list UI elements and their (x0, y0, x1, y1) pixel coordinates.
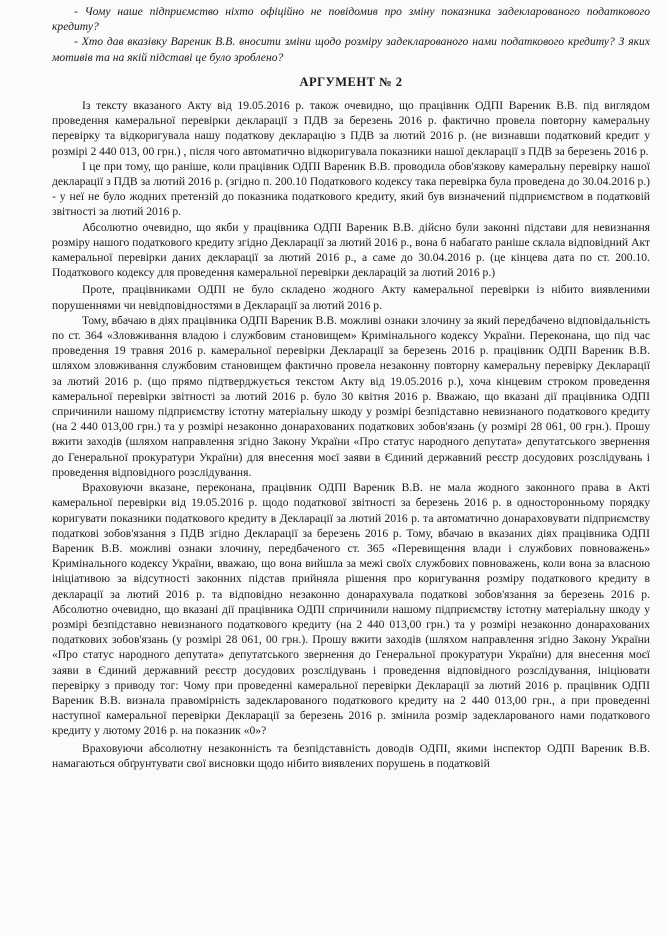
paragraph-4: Проте, працівниками ОДПІ не було складено жодного Акту камеральної перевірки із нібито виявленими порушеннями чи невідповідностями в Декларації за лютий 2016 р. (52, 283, 650, 312)
paragraph-2: І це при тому, що раніше, коли працівник ОДПІ Вареник В.В. проводила обов'язкову камеральну перевірку нашої декларації з ПДВ за лютий 2016 р. (згідно п. 200.10 Податкового кодексу така перевірка була проведена до 30.04.2016 р.) - у неї не було жодних претензій до показника податкового кредиту, який був визначений підприємством в податковій звітності за лютий 2016 р. (52, 159, 650, 219)
question-1: - Чому наше підприємство ніхто офіційно не повідомив про зміну показника задекларованого податкового кредиту? (52, 5, 650, 34)
paragraph-6: Враховуючи вказане, переконана, працівник ОДПІ Вареник В.В. не мала жодного законного права в Акті камеральної перевірки від 19.05.2016 р. щодо податкової звітності за березень 2016 р. в односторонньому порядку коригувати показники податкового кредиту в Декларації за лютий 2016 р. та автоматично донараховувати підприємству податкові зобов'язання з ПДВ згідно Декларації за березень 2016 р. Тому, вбачаю в вказаних діях працівника ОДПІ Вареник В.В. можливі ознаки злочину, передбаченого ст. 365 «Перевищення влади і службових повноважень» Кримінального кодексу України, вважаю, що вона вийшла за межі своїх службових повноважень, коли вона за власною ініціативою за відсутності законних підстав прийняла рішення про коригування розміру податкового кредиту в декларації за лютий 2016 р. та відповідно незаконно донарахувала податкові зобов'язання за березень 2016 р. Абсолютно очевидно, що вказані дії працівника ОДПІ спричинили нашому підприємству істотну матеріальну шкоду у розмірі безпідставно невизнаного податкового кредиту (на 2 440 013,00 грн.) та у розмірі незаконно донарахованих податкових зобов'язань (у розмірі 28 061, 00 грн.). Прошу вжити заходів (шляхом направлення згідно Закону України «Про статус народного депутата» депутатського звернення до Генеральної прокуратури України) для внесення моєї заяви в Єдиний державний реєстр досудових розслідувань і проведення відповідного розслідування, ініціювати перевірку з приводу тог: Чому при проведенні камеральної перевірки Декларації за лютий 2016 р. працівник ОДПІ Вареник В.В. визнала правомірність задекларованого податкового кредиту на 2 440 013,00 грн., а при проведенні наступної камеральної перевірки Декларації за березень 2016 р. змінила розмір задекларованого нами податкового кредиту у лютому 2016 р. на показник «0»? (52, 481, 650, 738)
question-2: - Хто дав вказівку Вареник В.В. вносити зміни щодо розміру задекларованого нами податкового кредиту? З яких мотивів та на якій підставі це було зроблено? (52, 35, 650, 64)
paragraph-3: Абсолютно очевидно, що якби у працівника ОДПІ Вареник В.В. дійсно були законні підстави для невизнання розміру нашого податкового кредиту згідно Декларації за лютий 2016 р., вона б набагато раніше склала відповідний Акт камеральної перевірки даних декларації за лютий 2016 р., а саме до 30.04.2016 р. (це кінцева дата по ст. 200.10. Податкового кодексу для проведення камеральної перевірки декларацій за лютий 2016 р.) (52, 220, 650, 280)
paragraph-5: Тому, вбачаю в діях працівника ОДПІ Вареник В.В. можливі ознаки злочину за який передбачено відповідальність по ст. 364 «Зловживання владою і службовим становищем» Кримінального кодексу України. Переконана, що під час проведення 19 травня 2016 р. камеральної перевірки Декларації за березень 2016 р. працівник ОДПІ Вареник В.В. шляхом зловживання службовим становищем фактично провела незаконну повторну камеральну перевірку Декларації за лютий 2016 р. (що прямо підтверджується текстом Акту від 19.05.2016 р.), хоча кінцевим строком проведення камеральної перевірки звітності за лютий 2016 р. було 30 квітня 2016 р. Вважаю, що вказані дії працівника ОДПІ спричинили нашому підприємству істотну матеріальну шкоду у розмірі безпідставно невизнаного податкового кредиту (на 2 440 013,00 грн.) та у розмірі незаконно донарахованих податкових зобов'язань (у розмірі 28 061, 00 грн.). Прошу вжити заходів (шляхом направлення згідно Закону України «Про статус народного депутата» депутатського звернення до Генеральної прокуратури України) для внесення моєї заяви в Єдиний державний реєстр досудових розслідувань і проведення відповідного розслідування. (52, 313, 650, 479)
argument-heading: АРГУМЕНТ № 2 (299, 74, 403, 89)
paragraph-7: Враховуючи абсолютну незаконність та безпідставність доводів ОДПІ, якими інспектор ОДПІ Вареник В.В. намагаються обґрунтувати свої висновки щодо нібито виявлених порушень в податковій (52, 741, 650, 770)
paragraph-1: Із тексту вказаного Акту від 19.05.2016 р. також очевидно, що працівник ОДПІ Вареник В.В. під виглядом проведення камеральної перевірки декларації з ПДВ за березень 2016 р. фактично провела повторну камеральну перевірку та відкоригувала нашу податкову декларацію з ПДВ за лютий 2016 р. (не визнавши податковий кредит у розмірі 2 440 013, 00 грн.) , після чого автоматично відкоригувала показники нашої декларації з ПДВ за березень 2016 р. (52, 99, 650, 158)
